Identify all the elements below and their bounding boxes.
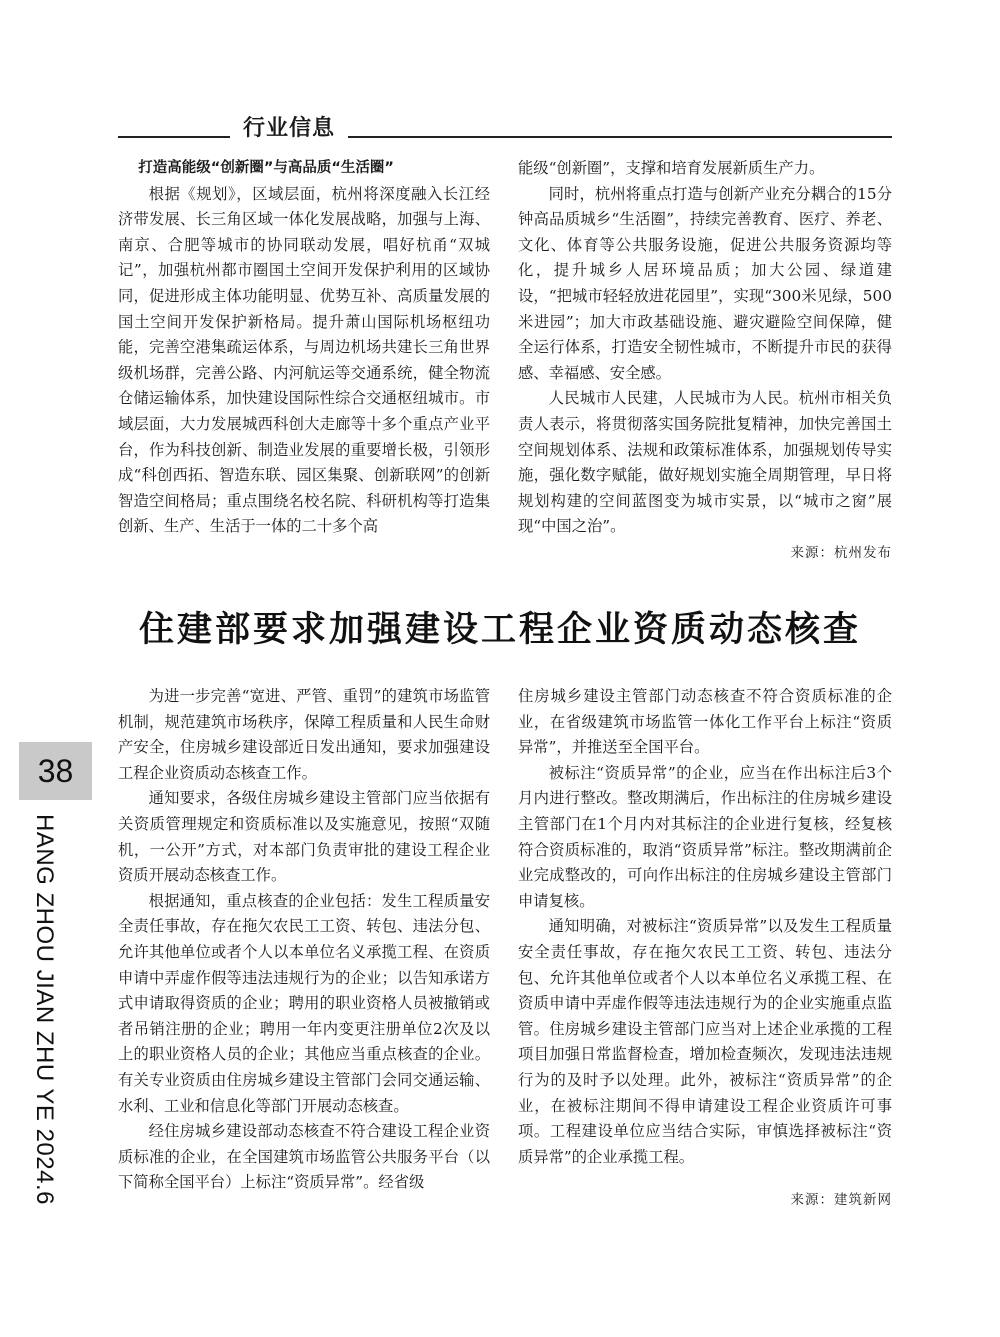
article1-source-line [518, 540, 892, 567]
header-rule-right [348, 136, 892, 138]
header-rule-left [118, 136, 230, 138]
journal-name-vertical: HANG ZHOU JIAN ZHU YE 2024.6 [31, 814, 58, 1205]
article2-right-column [518, 684, 892, 1170]
article2-right-paragraph-1: 住房城乡建设主管部门动态核查不符合资质标准的企业，在省级建筑市场监管一体化工作平台上标注“资质异常”，并推送至全国平台。 [518, 687, 892, 757]
article2-title: 住建部要求加强建设工程企业资质动态核查 [138, 610, 861, 650]
article2-source: 来源：建筑新网 [790, 1192, 892, 1208]
article1-source: 来源：杭州发布 [790, 544, 892, 561]
article1-left-column [118, 156, 490, 540]
article2-right-paragraph-3: 通知明确，对被标注“资质异常”以及发生工程质量安全责任事故，存在拖欠农民工工资、转包、违法分包、允许其他单位或者个人以本单位名义承揽工程、在资质申请中弄虚作假等违法违规行为的企业实施重点监管。住房城乡建设主管部门应当对上述企业承揽的工程项目加强日常监督检查，增加检查频次，发现违法违规行为的及时予以处理。此外，被标注“资质异常”的企业，在被标注期间不得申请建设工程企业资质许可事项。工程建设单位应当结合实际，审慎选择被标注“资质异常”的企业承揽工程。 [518, 917, 892, 1166]
article1-right-column [518, 156, 892, 567]
article1-left-paragraph: 根据《规划》，区域层面，杭州将深度融入长江经济带发展、长三角区域一体化发展战略，加强与上海、南京、合肥等城市的协同联动发展，唱好杭甬“双城记”，加强杭州都市圈国土空间开发保护利用的区域协同，促进形成主体功能明显、优势互补、高质量发展的国土空间开发保护新格局。提升萧山国际机场枢纽功能，完善空港集疏运体系，与周边机场共建长三角世界级机场群，完善公路、内河航运等交通系统，健全物流仓储运输体系，加快建设国际性综合交通枢纽城市。市域层面，大力发展城西科创大走廊等十多个重点产业平台，作为科技创新、制造业发展的重要增长极，引领形成“科创西拓、智造东联、园区集聚、创新联网”的创新智造空间格局；重点围绕名校名院、科研机构等打造集创新、生产、生活于一体的二十多个高 [118, 184, 490, 536]
article1-right-paragraph-1: 能级“创新圈”，支撑和培育发展新质生产力。 [518, 159, 825, 177]
article2-right-paragraph-2: 被标注“资质异常”的企业，应当在作出标注后3个月内进行整改。整改期满后，作出标注的住房城乡建设主管部门在1个月内对其标注的企业进行复核，经复核符合资质标准的，取消“资质异常”标注。整改期满前企业完成整改的，可向作出标注的住房城乡建设主管部门申请复核。 [518, 763, 892, 910]
article1-subheading: 打造高能级“创新圈”与高品质“生活圈” [138, 160, 394, 176]
article1-right-paragraph-2: 同时，杭州将重点打造与创新产业充分耦合的15分钟高品质城乡“生活圈”，持续完善教育、医疗、养老、文化、体育等公共服务设施，促进公共服务资源均等化，提升城乡人居环境品质；加大公园、绿道建设，“把城市轻轻放进花园里”，实现“300米见绿，500米进园”；加大市政基础设施、避灾避险空间保障，健全运行体系，打造安全韧性城市，不断提升市民的获得感、幸福感、安全感。 [518, 184, 892, 382]
article2-left-column [118, 684, 490, 1196]
article2-left-paragraph-1: 为进一步完善“宽进、严管、重罚”的建筑市场监管机制，规范建筑市场秩序，保障工程质量和人民生命财产安全，住房城乡建设部近日发出通知，要求加强建设工程企业资质动态核查工作。 [118, 687, 490, 782]
page-number: 38 [19, 742, 92, 800]
article1-right-paragraph-3: 人民城市人民建，人民城市为人民。杭州市相关负责人表示，将贯彻落实国务院批复精神，加快完善国土空间规划体系、法规和政策标准体系，加强规划传导实施，强化数字赋能，做好规划实施全周期管理，早日将规划构建的空间蓝图变为城市实景，以“城市之窗”展现“中国之治”。 [518, 389, 892, 536]
section-label: 行业信息 [243, 116, 336, 141]
article2-left-paragraph-3: 根据通知，重点核查的企业包括：发生工程质量安全责任事故，存在拖欠农民工工资、转包、违法分包、允许其他单位或者个人以本单位名义承揽工程、在资质申请中弄虚作假等违法违规行为的企业；以告知承诺方式申请取得资质的企业；聘用的职业资格人员被撤销或者吊销注册的企业；聘用一年内变更注册单位2次及以上的职业资格人员的企业；其他应当重点核查的企业。有关专业资质由住房城乡建设主管部门会同交通运输、水利、工业和信息化等部门开展动态核查。 [118, 891, 490, 1115]
article2-left-paragraph-2: 通知要求，各级住房城乡建设主管部门应当依据有关资质管理规定和资质标准以及实施意见，按照“双随机，一公开”方式，对本部门负责审批的建设工程企业资质开展动态核查工作。 [118, 789, 490, 885]
article2-left-paragraph-4: 经住房城乡建设部动态核查不符合建设工程企业资质标准的企业，在全国建筑市场监管公共服务平台（以下简称全国平台）上标注“资质异常”。经省级 [118, 1122, 490, 1192]
